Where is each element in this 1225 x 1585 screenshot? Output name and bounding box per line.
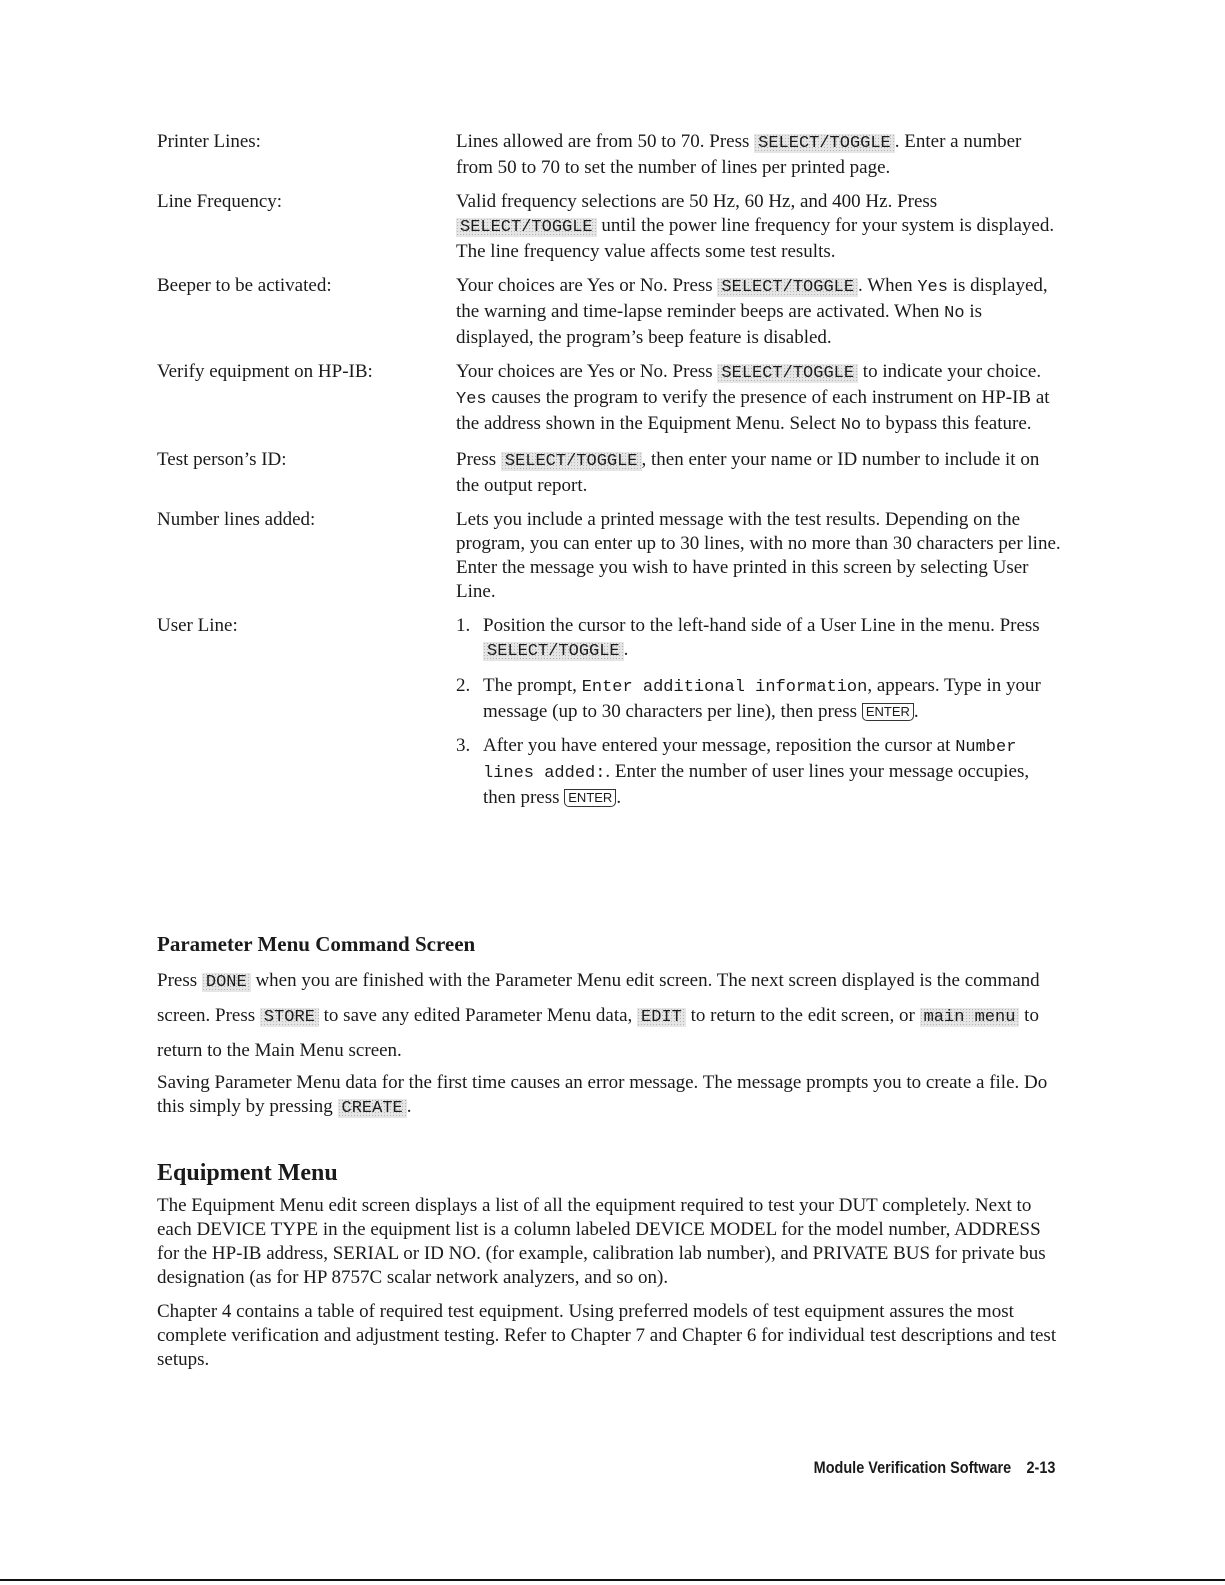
setting-term: Printer Lines: bbox=[157, 131, 261, 152]
edit-softkey: EDIT bbox=[637, 1008, 686, 1027]
setting-description: Press SELECT/TOGGLE , then enter your name or ID number to include it on the output report. bbox=[456, 449, 1040, 496]
step-number: 3. bbox=[456, 735, 471, 756]
done-softkey: DONE bbox=[202, 973, 251, 992]
screen-text-no: No bbox=[944, 304, 965, 323]
setting-description: Lines allowed are from 50 to 70. Press SELECT/TOGGLE . Enter a number from 50 to 70 to set the number of lines per printed page. bbox=[456, 131, 1022, 178]
enter-hardkey: ENTER bbox=[564, 789, 616, 807]
setting-number-lines bbox=[157, 508, 1062, 604]
screen-text-yes: Yes bbox=[456, 390, 487, 409]
enter-hardkey: ENTER bbox=[862, 703, 914, 721]
step-item: 2. The prompt, Enter additional information, appears. Type in your message (up to 30 characters per line), then press ENTER . bbox=[456, 675, 1041, 722]
setting-user-line bbox=[157, 614, 1062, 820]
number-lines-field-text: Number lines added: bbox=[483, 738, 1017, 783]
parameter-command-heading: Parameter Menu Command Screen bbox=[157, 932, 476, 956]
main-menu-softkey: main menu bbox=[920, 1008, 1020, 1027]
select-toggle-softkey: SELECT/TOGGLE bbox=[483, 642, 624, 661]
setting-description: Valid frequency selections are 50 Hz, 60 Hz, and 400 Hz. Press SELECT/TOGGLE until the power line frequency for your system is displayed. The line frequency value affects some test results. bbox=[456, 191, 1055, 262]
setting-description: Your choices are Yes or No. Press SELECT/TOGGLE . When Yes is displayed, the warning and time-lapse reminder beeps are activated. When No is displayed, the program’s beep feature is disabled. bbox=[456, 275, 1048, 348]
footer-title: Module Verification Software bbox=[813, 1458, 1011, 1477]
setting-verify-equipment bbox=[157, 360, 1062, 438]
setting-term: Line Frequency: bbox=[157, 191, 283, 212]
equipment-paragraph-1: The Equipment Menu edit screen displays a list of all the equipment required to test your DUT completely. Next to each DEVICE TYPE in the equipment list is a column labeled DEVICE MODEL for the model number, ADDRESS for the HP-IB address, SERIAL or ID NO. (for example, calibration lab number), and PRIVATE BUS for private bus designation (as for HP 8757C scalar network analyzers, and so on). bbox=[157, 1195, 1046, 1288]
step-item: 1. Position the cursor to the left-hand side of a User Line in the menu. Press SELECT/TOGGLE . bbox=[456, 614, 1062, 664]
select-toggle-softkey: SELECT/TOGGLE bbox=[717, 278, 858, 297]
select-toggle-softkey: SELECT/TOGGLE bbox=[456, 218, 597, 237]
create-softkey: CREATE bbox=[338, 1099, 407, 1118]
store-softkey: STORE bbox=[260, 1008, 319, 1027]
user-line-steps bbox=[456, 614, 1062, 810]
select-toggle-softkey: SELECT/TOGGLE bbox=[754, 134, 895, 153]
setting-line-frequency bbox=[157, 190, 1062, 264]
step-item: 3. After you have entered your message, reposition the cursor at Number lines added:. Enter the number of user lines your message occupies, then press ENTER . bbox=[456, 735, 1030, 808]
setting-term: Verify equipment on HP-IB: bbox=[157, 361, 373, 382]
setting-description: Your choices are Yes or No. Press SELECT/TOGGLE to indicate your choice. Yes causes the program to verify the presence of each instrument on HP-IB at the address shown in the Equipment Menu. Select No to bypass this feature. bbox=[456, 361, 1050, 435]
setting-test-person-id bbox=[157, 448, 1062, 498]
screen-text-yes: Yes bbox=[917, 278, 948, 297]
page-number: 2-13 bbox=[1026, 1458, 1055, 1477]
setting-printer-lines bbox=[157, 130, 1062, 180]
setting-term: User Line: bbox=[157, 615, 238, 636]
equipment-menu-section bbox=[157, 1158, 1062, 1382]
equipment-menu-heading: Equipment Menu bbox=[157, 1160, 338, 1186]
setting-beeper bbox=[157, 274, 1062, 350]
step-number: 2. bbox=[456, 675, 471, 696]
equipment-paragraph-2: Chapter 4 contains a table of required test equipment. Using preferred models of test equipment assures the most complete verification and adjustment testing. Refer to Chapter 7 and Chapter 6 for individual test descriptions and test setups. bbox=[157, 1301, 1057, 1370]
setting-description bbox=[456, 614, 1062, 820]
prompt-text: Enter additional information bbox=[581, 678, 868, 697]
setting-term: Number lines added: bbox=[157, 509, 316, 530]
parameter-command-paragraph: Press DONE when you are finished with the Parameter Menu edit screen. The next screen displayed is the command screen. Press STORE to save any edited Parameter Menu data, EDIT to return to the edit screen, or main menu to return to the Main Menu screen. bbox=[157, 970, 1040, 1061]
save-paragraph: Saving Parameter Menu data for the first time causes an error message. The message prompts you to create a file. Do this simply by pressing CREATE . bbox=[157, 1072, 1048, 1118]
setting-term: Test person’s ID: bbox=[157, 449, 287, 470]
page-footer bbox=[813, 1456, 1055, 1480]
setting-term: Beeper to be activated: bbox=[157, 275, 332, 296]
setting-description: Lets you include a printed message with the test results. Depending on the program, you can enter up to 30 lines, with no more than 30 characters per line. Enter the message you wish to have printed in this screen by selecting User Line. bbox=[456, 509, 1061, 602]
bottom-rule bbox=[0, 1579, 1225, 1581]
step-number: 1. bbox=[456, 615, 471, 636]
screen-text-no: No bbox=[840, 416, 862, 435]
select-toggle-softkey: SELECT/TOGGLE bbox=[717, 364, 858, 383]
select-toggle-softkey: SELECT/TOGGLE bbox=[501, 452, 642, 471]
parameter-command-section bbox=[157, 930, 1062, 1131]
settings-definitions bbox=[157, 130, 1062, 830]
